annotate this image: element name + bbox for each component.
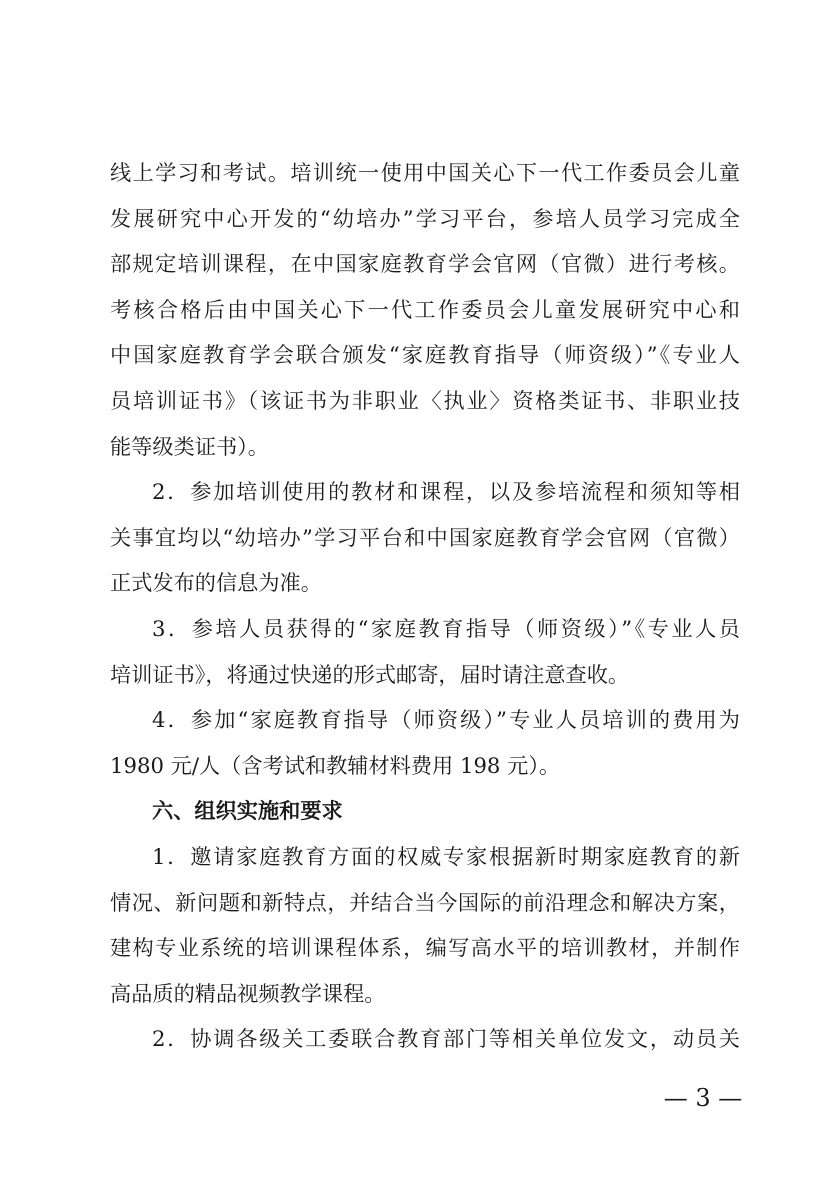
- text-line: 培训证书》，将通过快递的形式邮寄，届时请注意查收。: [110, 661, 630, 687]
- text-line: 关事宜均以“幼培办”学习平台和中国家庭教育学会官网（官微）: [110, 524, 740, 550]
- text-line: 部规定培训课程，在中国家庭教育学会官网（官微）进行考核。: [110, 251, 740, 277]
- text-line: 3．参培人员获得的“家庭教育指导（师资级）”《专业人员: [152, 615, 740, 641]
- text-line: 中国家庭教育学会联合颁发“家庭教育指导（师资级）”《专业人: [110, 342, 740, 368]
- text-line: 发展研究中心开发的“幼培办”学习平台，参培人员学习完成全: [110, 205, 740, 231]
- text-line: 能等级类证书）。: [110, 433, 269, 459]
- text-line: 正式发布的信息为准。: [110, 570, 322, 596]
- text-line: 线上学习和考试。培训统一使用中国关心下一代工作委员会儿童: [110, 160, 740, 185]
- text-line: 考核合格后由中国关心下一代工作委员会儿童发展研究中心和: [110, 296, 740, 322]
- text-line: 4．参加“家庭教育指导（师资级）”专业人员培训的费用为: [152, 707, 740, 733]
- text-line: 1．邀请家庭教育方面的权威专家根据新时期家庭教育的新: [152, 843, 740, 869]
- page-number: — 3 —: [663, 1084, 743, 1112]
- text-line: 员培训证书》（该证书为非职业〈执业〉资格类证书、非职业技: [110, 387, 740, 413]
- text-line: 高品质的精品视频教学课程。: [110, 980, 386, 1006]
- text-line: 1980 元/人（含考试和教辅材料费用 198 元）。: [110, 752, 561, 778]
- section-heading: 六、组织实施和要求: [152, 798, 343, 824]
- document-body: [110, 150, 740, 1062]
- text-line: 2．参加培训使用的教材和课程，以及参培流程和须知等相: [152, 479, 740, 505]
- text-line: 建构专业系统的培训课程体系，编写高水平的培训教材，并制作: [110, 935, 740, 961]
- text-line: 情况、新问题和新特点，并结合当今国际的前沿理念和解决方案，: [110, 889, 740, 915]
- text-line: 2．协调各级关工委联合教育部门等相关单位发文，动员关: [152, 1026, 740, 1052]
